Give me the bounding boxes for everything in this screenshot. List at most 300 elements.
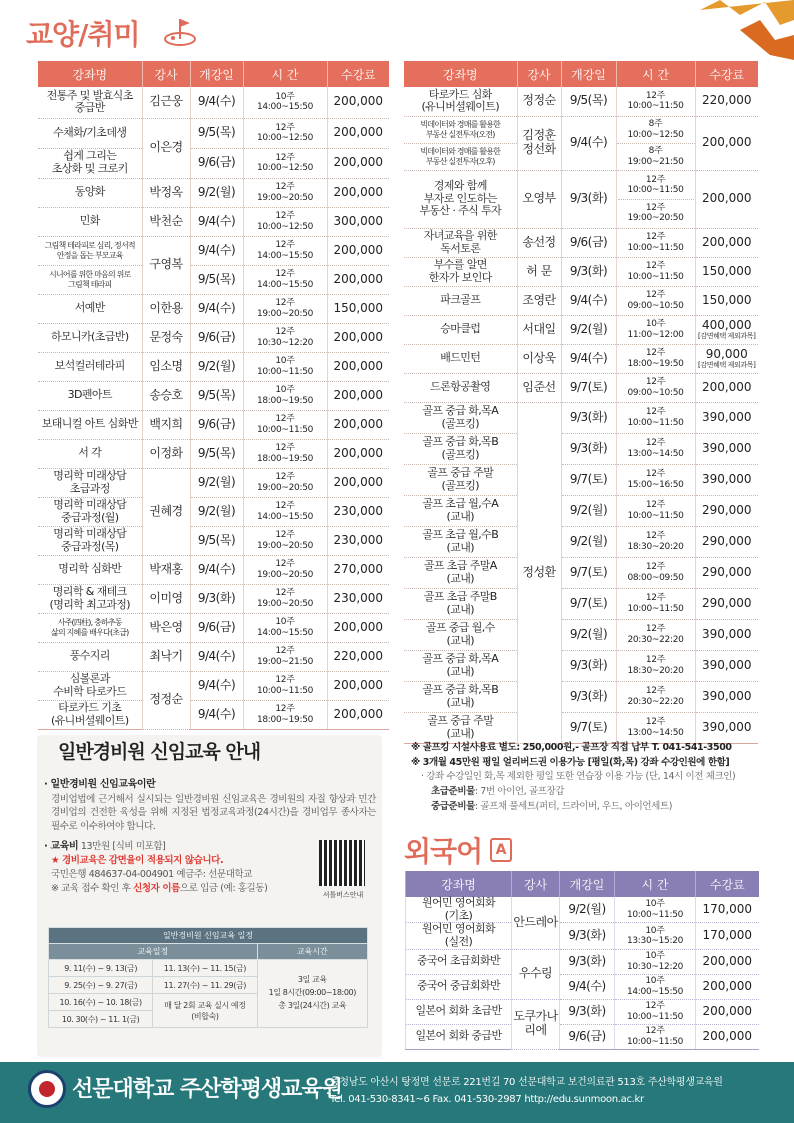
- culture-section-title: 교양/취미: [26, 18, 140, 51]
- course-name: 자녀교육을 위한 독서토론: [404, 228, 517, 257]
- course-row: [38, 497, 389, 526]
- fee: [695, 170, 758, 228]
- start-date: 9/4(수): [190, 700, 243, 729]
- start-date: 9/4(수): [190, 294, 243, 323]
- class-time: [243, 381, 327, 410]
- notice-deposit-note: ※ 교육 접수 확인 후 신청자 이름으로 입금 (예: 홍길동): [51, 882, 268, 894]
- fee-value: 200,000: [702, 1028, 753, 1043]
- fee: [327, 468, 389, 497]
- hours: 10:00~11:50: [626, 1011, 684, 1022]
- fee-value: 290,000: [701, 564, 752, 579]
- start-date: 9/6(금): [190, 613, 243, 642]
- notice-paragraph: 경비업법에 근거해서 실시되는 일반경비원 신임교육은 경비원의 자질 향상과 민간경비업의 건전한 육성을 위해 지정된 법정교육과정(24시간)을 경비업무 종사자는 필수로 이수하여야 합니다.: [51, 793, 376, 833]
- class-time: [616, 619, 695, 650]
- weeks: 10주: [275, 91, 295, 102]
- fee: [327, 613, 389, 642]
- course-row: [404, 619, 758, 650]
- hours: 10:00~12:50: [256, 163, 314, 173]
- course-row: [404, 402, 758, 433]
- course-row: [404, 650, 758, 681]
- fee-value: 290,000: [701, 533, 752, 548]
- course-row: [38, 323, 389, 352]
- fee-value: 150,000: [701, 292, 752, 307]
- weeks: 10주: [645, 899, 665, 910]
- instructor: 정정순: [142, 671, 190, 729]
- course-name: 빅데이터와 경매를 활용한 부동산 실전투자(오후): [404, 143, 517, 170]
- start-date: 9/6(금): [560, 1024, 615, 1049]
- course-name: 하모니카(초급반): [38, 323, 142, 352]
- fee: [695, 526, 758, 557]
- class-time: [615, 1024, 696, 1049]
- fee: [695, 228, 758, 257]
- course-row: [38, 468, 389, 497]
- course-row: [38, 410, 389, 439]
- weeks: 10주: [645, 925, 665, 936]
- schedule-col-dates: 교육일정: [49, 944, 258, 960]
- course-row: [404, 87, 758, 116]
- instructor: 임준선: [517, 373, 561, 402]
- course-name: 서 각: [38, 439, 142, 468]
- start-date: 9/2(월): [190, 497, 243, 526]
- course-row: [38, 555, 389, 584]
- class-time: [616, 143, 695, 170]
- start-date: 9/5(목): [190, 439, 243, 468]
- note-golfking-fee: ※ 골프킹 시설사용료 별도: 250,000원,- 골프장 직접 납부 T. 041-541-3500: [411, 742, 732, 753]
- weeks: 12주: [645, 290, 666, 301]
- fee: [695, 315, 758, 344]
- start-date: 9/3(화): [561, 433, 616, 464]
- course-row: [38, 352, 389, 381]
- fee: [696, 1024, 759, 1049]
- instructor: 김근웅: [142, 87, 190, 118]
- hours: 10:00~12:50: [627, 129, 684, 140]
- weeks: 12주: [275, 559, 295, 570]
- start-date: 9/5(목): [561, 87, 616, 116]
- instructor: 조영란: [517, 286, 561, 315]
- hours: 10:00~11:50: [256, 685, 314, 696]
- fee-value: 200,000: [333, 271, 384, 286]
- weeks: 12주: [645, 562, 666, 573]
- class-time: [243, 236, 327, 265]
- course-name: 명리학 미래상담 초급과정: [38, 468, 142, 497]
- col-fee: 수강료: [327, 61, 389, 87]
- weeks: 12주: [275, 704, 295, 715]
- course-row: [38, 207, 389, 236]
- course-row: [404, 315, 758, 344]
- class-time: [615, 974, 696, 999]
- note-intermediate-gear: 중급준비물: 골프채 풀세트(퍼터, 드라이버, 우드, 아이언세트): [431, 800, 673, 812]
- start-date: 9/4(수): [561, 286, 616, 315]
- fee: [695, 495, 758, 526]
- weeks: 12주: [645, 469, 666, 480]
- fee-value: 200,000: [333, 155, 384, 170]
- start-date: 9/2(월): [561, 526, 616, 557]
- course-row: [38, 526, 389, 555]
- fee: [327, 118, 389, 148]
- start-date: 9/4(수): [190, 642, 243, 671]
- course-row: [404, 681, 758, 712]
- weeks: 12주: [275, 443, 295, 454]
- notice-no-discount: ★ 경비교육은 감면율이 적용되지 않습니다.: [51, 855, 224, 867]
- course-row: [38, 700, 389, 729]
- fee-value: 270,000: [333, 561, 384, 576]
- instructor: 최낙기: [142, 642, 190, 671]
- col-start-date: 개강일: [560, 871, 615, 897]
- class-time: [616, 373, 695, 402]
- course-row: [404, 170, 758, 228]
- guard-schedule-table: [48, 927, 368, 1028]
- col-instructor: 강사: [512, 871, 560, 897]
- fee: [695, 286, 758, 315]
- schedule-date: 11. 27(수) ~ 11. 29(금): [153, 977, 257, 994]
- course-row: [38, 236, 389, 265]
- culture-table-left: [38, 61, 389, 730]
- notice-heading-fee: · 교육비: [44, 840, 79, 852]
- fee-value: 200,000: [333, 242, 384, 257]
- instructor: 안드레아: [512, 897, 560, 949]
- course-name: 쉽게 그리는 초상화 및 크로키: [38, 148, 142, 178]
- hours: 10:00~11:50: [626, 909, 684, 920]
- class-time: [616, 286, 695, 315]
- fee-value: 390,000: [701, 719, 752, 734]
- class-time: [616, 228, 695, 257]
- weeks: 12주: [645, 686, 666, 697]
- qr-caption: 셔틀버스안내: [322, 891, 364, 899]
- hours: 20:30~22:20: [627, 696, 684, 707]
- weeks: 12주: [275, 211, 295, 222]
- start-date: 9/2(월): [561, 315, 616, 344]
- hours: 13:00~14:50: [627, 727, 684, 738]
- weeks: 12주: [275, 182, 295, 193]
- weeks: 12주: [645, 624, 666, 635]
- fee: [327, 265, 389, 294]
- hours: 14:00~15:50: [256, 102, 314, 113]
- fee-value: 230,000: [333, 532, 384, 547]
- instructor: 정성환: [517, 402, 561, 743]
- hours: 18:00~19:50: [256, 714, 314, 725]
- instructor: 백지희: [142, 410, 190, 439]
- course-name: 보석컬러테라피: [38, 352, 142, 381]
- class-time: [616, 315, 695, 344]
- hours: 10:30~12:20: [256, 337, 314, 348]
- fee: [327, 381, 389, 410]
- fee-value: 200,000: [333, 125, 384, 140]
- fee-note: [감면혜택 제외과목]: [698, 332, 756, 341]
- course-name: 드론항공촬영: [404, 373, 517, 402]
- course-row: [38, 671, 389, 700]
- start-date: 9/7(토): [561, 588, 616, 619]
- course-row: [404, 228, 758, 257]
- fee-value: 400,000: [701, 317, 752, 332]
- fee-value: 200,000: [702, 1003, 753, 1018]
- start-date: 9/2(월): [190, 178, 243, 207]
- weeks: 12주: [275, 588, 295, 599]
- course-row: [38, 642, 389, 671]
- hours: 10:00~11:50: [627, 101, 684, 112]
- hours: 09:00~10:50: [627, 387, 684, 398]
- class-time: [243, 497, 327, 526]
- fee: [327, 294, 389, 323]
- instructor: 정정순: [517, 87, 561, 116]
- col-start-date: 개강일: [561, 61, 616, 87]
- instructor: 허 문: [517, 257, 561, 286]
- start-date: 9/4(수): [190, 555, 243, 584]
- class-time: [616, 681, 695, 712]
- course-name: 골프 초급 월,수A (교내): [404, 495, 517, 526]
- fee-value: 200,000: [333, 387, 384, 402]
- course-name: 골프 중급 화,목B (교내): [404, 681, 517, 712]
- weeks: 12주: [645, 90, 666, 101]
- weeks: 10주: [275, 617, 295, 628]
- class-time: [243, 352, 327, 381]
- weeks: 12주: [645, 717, 666, 728]
- weeks: 12주: [645, 1026, 665, 1037]
- course-row: [404, 712, 758, 743]
- course-row: [404, 495, 758, 526]
- notice-title: 일반경비원 신임교육 안내: [58, 741, 261, 763]
- fee: [327, 148, 389, 178]
- course-name: 골프 중급 화,목B (골프킹): [404, 433, 517, 464]
- university-logo-icon: [28, 1070, 66, 1108]
- start-date: 9/4(수): [190, 207, 243, 236]
- fee-value: 200,000: [333, 445, 384, 460]
- fee: [696, 923, 759, 949]
- schedule-monthly-note: 매 달 2회 교육 실시 예정 (비합숙): [153, 994, 257, 1028]
- fee: [327, 497, 389, 526]
- notice-fee: 13만원 [식비 미포함]: [80, 840, 166, 852]
- class-time: [243, 555, 327, 584]
- hours: 19:00~21:50: [627, 156, 684, 167]
- weeks: 10주: [645, 976, 665, 987]
- fee: [695, 116, 758, 170]
- golf-notes: [411, 741, 781, 815]
- class-time: [243, 410, 327, 439]
- start-date: 9/2(월): [561, 495, 616, 526]
- class-time: [243, 700, 327, 729]
- class-time: [243, 526, 327, 555]
- course-name: 명리학 미래상담 중급과정(목): [38, 526, 142, 555]
- fee-value: 200,000: [333, 474, 384, 489]
- hours: 19:00~20:50: [256, 598, 314, 609]
- weeks: 12주: [645, 1001, 665, 1012]
- fee: [327, 323, 389, 352]
- weeks: 10주: [275, 356, 295, 367]
- col-course: 강좌명: [38, 61, 142, 87]
- class-time: [243, 671, 327, 700]
- hours: 10:00~11:50: [626, 1036, 684, 1047]
- schedule-title: 일반경비원 신임교육 일정: [49, 928, 368, 944]
- weeks: 12주: [275, 240, 295, 251]
- col-start-date: 개강일: [190, 61, 243, 87]
- hours: 09:00~10:50: [627, 300, 684, 311]
- fee-value: 90,000: [705, 346, 748, 361]
- course-name: 명리학 & 재테크 (명리학 최고과정): [38, 584, 142, 613]
- start-date: 9/6(금): [190, 410, 243, 439]
- fee-value: 200,000: [701, 135, 752, 150]
- fee: [695, 433, 758, 464]
- hours: 14:00~15:50: [256, 511, 314, 522]
- course-name: 파크골프: [404, 286, 517, 315]
- fee: [696, 974, 759, 999]
- weeks: 12주: [275, 269, 295, 280]
- fee: [695, 257, 758, 286]
- course-name: 골프 중급 화,목A (골프킹): [404, 402, 517, 433]
- course-name: 골프 중급 주말 (골프킹): [404, 464, 517, 495]
- language-section-title: 외국어: [404, 835, 483, 868]
- start-date: 9/3(화): [561, 170, 616, 228]
- start-date: 9/6(금): [190, 323, 243, 352]
- instructor: 임소명: [142, 352, 190, 381]
- hours: 19:00~20:50: [627, 212, 684, 223]
- hours: 19:00~21:50: [256, 656, 314, 667]
- hours: 14:00~15:50: [626, 986, 684, 997]
- hours: 20:30~22:20: [627, 634, 684, 645]
- course-row: [404, 588, 758, 619]
- course-row: [38, 613, 389, 642]
- university-name: 선문대학교 주산학평생교육원: [72, 1077, 342, 1102]
- hours: 10:00~11:50: [256, 424, 314, 435]
- start-date: 9/7(토): [561, 464, 616, 495]
- schedule-date: 10. 16(수) ~ 10. 18(금): [49, 994, 153, 1011]
- fee: [695, 373, 758, 402]
- hours: 18:30~20:20: [627, 665, 684, 676]
- weeks: 12주: [275, 152, 295, 163]
- fee: [327, 236, 389, 265]
- hours: 19:00~20:50: [256, 482, 314, 493]
- start-date: 9/7(토): [561, 557, 616, 588]
- fee: [327, 584, 389, 613]
- course-row: [404, 526, 758, 557]
- class-time: [616, 87, 695, 116]
- shuttle-qr-code[interactable]: [319, 840, 365, 886]
- fee: [695, 557, 758, 588]
- instructor: 구영복: [142, 236, 190, 294]
- col-fee: 수강료: [696, 871, 759, 897]
- start-date: 9/5(목): [190, 118, 243, 148]
- hours: 10:00~11:50: [627, 603, 684, 614]
- start-date: 9/2(월): [560, 897, 615, 923]
- fee: [695, 619, 758, 650]
- fee-value: 200,000: [701, 379, 752, 394]
- instructor: 이상욱: [517, 344, 561, 373]
- fee-value: 290,000: [701, 502, 752, 517]
- class-time: [243, 148, 327, 178]
- fee-value: 200,000: [333, 619, 384, 634]
- course-row: [38, 178, 389, 207]
- hours: 14:00~15:50: [256, 250, 314, 261]
- course-name: 원어민 영어회화 (기초): [406, 897, 512, 923]
- note-early-bird: ※ 3개월 45만원 평일 얼리버드권 이용가능 [평일(화,목) 강좌 수강인원에 한함]: [411, 756, 730, 768]
- fee-value: 200,000: [333, 358, 384, 373]
- course-row: [406, 1024, 759, 1049]
- instructor: 송승호: [142, 381, 190, 410]
- col-time: 시 간: [243, 61, 327, 87]
- hours: 19:00~20:50: [256, 540, 314, 551]
- class-time: [243, 118, 327, 148]
- course-name: 명리학 미래상담 중급과정(월): [38, 497, 142, 526]
- fee-value: 170,000: [702, 928, 753, 943]
- start-date: 9/7(토): [561, 373, 616, 402]
- hours: 10:00~12:50: [256, 221, 314, 232]
- start-date: 9/6(금): [190, 148, 243, 178]
- course-name: 시니어를 위한 마음의 위로 그림책 테라피: [38, 265, 142, 294]
- fee: [695, 402, 758, 433]
- fee: [696, 949, 759, 974]
- weeks: 12주: [645, 202, 666, 213]
- weeks: 12주: [275, 122, 295, 133]
- hours: 15:00~16:50: [627, 479, 684, 490]
- course-name: 일본어 회화 초급반: [406, 999, 512, 1024]
- fee-value: 390,000: [701, 471, 752, 486]
- course-row: [406, 923, 759, 949]
- fee-value: 390,000: [701, 688, 752, 703]
- fee: [695, 344, 758, 373]
- notice-bank-account: 국민은행 484637-04-004901 예금주: 선문대학교: [51, 869, 253, 881]
- fee: [327, 439, 389, 468]
- start-date: 9/3(화): [561, 681, 616, 712]
- course-row: [404, 433, 758, 464]
- schedule-date: 9. 11(수) ~ 9. 13(금): [49, 960, 153, 977]
- course-row: [404, 116, 758, 143]
- fee: [695, 712, 758, 743]
- weeks: 12주: [275, 646, 295, 657]
- class-time: [616, 526, 695, 557]
- hours: 10:00~11:50: [627, 271, 684, 282]
- fee: [327, 642, 389, 671]
- fee: [695, 464, 758, 495]
- hours: 14:00~15:50: [256, 279, 314, 290]
- course-row: [38, 381, 389, 410]
- footer-phone-fax-url: Tel. 041-530-8341~6 Fax. 041-530-2987 http://edu.sunmoon.ac.kr: [330, 1094, 644, 1105]
- class-time: [243, 207, 327, 236]
- instructor: 문정숙: [142, 323, 190, 352]
- col-course: 강좌명: [404, 61, 517, 87]
- fee-value: 200,000: [333, 706, 384, 721]
- hours: 10:00~11:50: [627, 185, 684, 196]
- start-date: 9/3(화): [560, 999, 615, 1024]
- class-time: [615, 923, 696, 949]
- schedule-col-hours: 교육시간: [257, 944, 367, 960]
- hours: 10:00~11:50: [627, 417, 684, 428]
- instructor: 이한용: [142, 294, 190, 323]
- start-date: 9/2(월): [190, 352, 243, 381]
- weeks: 12주: [645, 407, 666, 418]
- start-date: 9/5(목): [190, 526, 243, 555]
- course-name: 원어민 영어회화 (실전): [406, 923, 512, 949]
- footer-address: 충청남도 아산시 탕정면 선문로 221번길 70 선문대학교 보건의료관 513호 주산학평생교육원: [330, 1077, 723, 1088]
- start-date: 9/3(화): [561, 402, 616, 433]
- fee: [327, 178, 389, 207]
- course-name: 골프 중급 월,수 (교내): [404, 619, 517, 650]
- hours: 19:00~20:50: [256, 569, 314, 580]
- start-date: 9/5(목): [190, 381, 243, 410]
- weeks: 12주: [645, 438, 666, 449]
- weeks: 10주: [275, 385, 295, 396]
- fee-value: 150,000: [333, 300, 384, 315]
- weeks: 12주: [275, 501, 295, 512]
- course-row: [38, 439, 389, 468]
- fee-value: 200,000: [702, 978, 753, 993]
- start-date: 9/4(수): [561, 344, 616, 373]
- fee-value: 220,000: [333, 648, 384, 663]
- course-name: 사주(四柱), 충하추동 삶의 지혜를 배우다(초급): [38, 613, 142, 642]
- instructor: 김정훈 정선화: [517, 116, 561, 170]
- course-row: [38, 265, 389, 294]
- hours: 11:00~12:00: [627, 329, 684, 340]
- weeks: 12주: [275, 530, 295, 541]
- hours: 19:00~20:50: [256, 308, 314, 319]
- fee-value: 390,000: [701, 626, 752, 641]
